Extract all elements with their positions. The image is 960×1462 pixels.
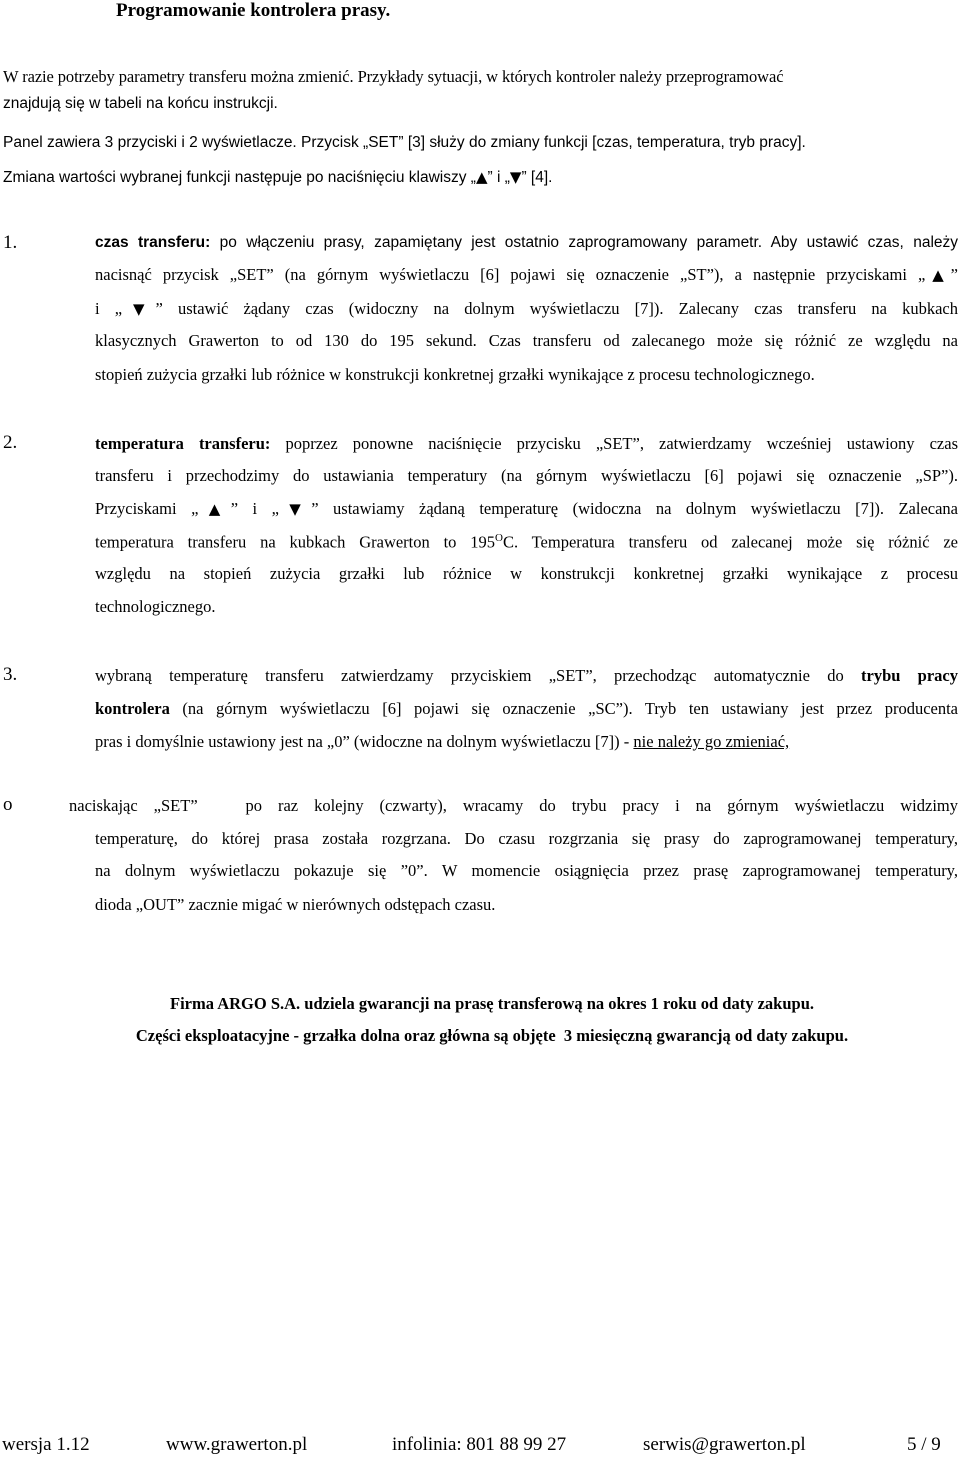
item-1-line-1-text: po włączeniu prasy, zapamiętany jest ostatnio zaprogramowany parametr. Aby ustawić czas, należy [219,234,959,251]
item-1-line-2-end: ” [950,265,958,284]
item-2-line-4-text-b: C. Temperatura transferu od zalecanej może się różnić ze [502,532,959,552]
item-3-line-1-text: wybraną temperaturę transferu zatwierdzamy przyciskiem „SET”, przechodząc automatycznie do [95,666,844,685]
item-2-line-3-text: ” ustawiamy żądaną temperaturę (widoczna na dolnym wyświetlaczu [7]). Zalecana [311,499,958,518]
item-2-line-4-text-a: temperatura transferu na kubkach Grawerton to 195 [95,532,496,552]
bullet-o: o [3,794,13,815]
intro-line-3: Panel zawiera 3 przyciski i 2 wyświetlacze. Przycisk „SET” [3] służy do zmiany funkcji [czas, temperatura, tryb pracy]. [3,134,806,151]
page-title: Programowanie kontrolera prasy. [116,0,391,21]
item-1-line-2 [95,265,958,285]
item-3-bold-controller: kontrolera [95,699,170,718]
degree-superscript: O [495,532,503,544]
arrow-up-icon: ▲ [198,500,231,518]
item-1-line-3 [95,299,958,319]
intro-line-4-text-a: Zmiana wartości wybranej funkcji następuje po naciśnięciu klawiszy „ [3,169,476,186]
item-2-line-1-text: poprzez ponowne naciśnięcie przycisku „SET”, zatwierdzamy wcześniej ustawiony czas [285,434,958,453]
item-1-heading: czas transferu: [95,234,211,251]
item-3-underline-warning: nie należy go zmieniać, [633,732,790,751]
item-2-number: 2. [3,432,18,453]
footer-version: wersja 1.12 [2,1434,90,1455]
footer-email-link[interactable]: serwis@grawerton.pl [643,1434,806,1455]
page-footer [0,1434,960,1460]
item-3-line-2 [95,699,958,719]
parts-warranty-note: Części eksploatacyjne - grzałka dolna oraz główna są objęte 3 miesięczną gwarancją od daty zakupu. [135,1026,849,1045]
arrow-up-icon: ▲ [925,266,951,284]
item-1-line-5: stopień zużycia grzałki lub różnice w konstrukcji konkretnej grzałki wynikające z procesu technologicznego. [95,365,815,384]
item-4-line-2: temperaturę, do której prasa została rozgrzana. Do czasu rozgrzania się prasy do zaprogramowanej temperatury, [95,829,958,848]
item-2-line-3-mid: ” i „ [230,499,279,518]
item-3-line-3 [95,732,789,752]
item-1-line-2-text: nacisnąć przycisk „SET” (na górnym wyświetlaczu [6] pojawi się oznaczenie „ST”), a następnie przyciskami „ [95,265,926,284]
item-2-line-5: względu na stopień zużycia grzałki lub różnice w konstrukcji konkretnej grzałki wynikające z procesu [95,564,958,583]
footer-infoline: infolinia: 801 88 99 27 [392,1434,567,1455]
item-2-line-4 [95,532,958,553]
item-3-line-2-text: (na górnym wyświetlaczu [6] pojawi się oznaczenie „SC”). Tryb ten ustawiany jest przez producenta [182,699,958,718]
item-4-line-4: dioda „OUT” zacznie migać w nierównych odstępach czasu. [95,895,496,914]
item-3-number: 3. [3,664,18,685]
item-2-line-2: transferu i przechodzimy do ustawiania temperatury (na górnym wyświetlaczu [6] pojawi się oznaczenie „SP”). [95,466,958,485]
item-1-number: 1. [3,232,18,253]
arrow-down-icon: ▼ [122,300,156,318]
warranty-note: Firma ARGO S.A. udziela gwarancji na prasę transferową na okres 1 roku od daty zakupu. [170,994,814,1013]
footer-website-link[interactable]: www.grawerton.pl [166,1434,308,1455]
intro-line-4 [3,164,552,191]
footer-page-number: 5 / 9 [907,1434,941,1455]
intro-line-4-text-c: ” [4]. [521,169,553,186]
item-1-line-1 [95,234,958,252]
arrow-down-icon: ▼ [509,168,522,186]
item-2-heading: temperatura transferu: [95,434,271,453]
item-3-line-3-text: pras i domyślnie ustawiony jest na „0” (widoczne na dolnym wyświetlaczu [7]) - [95,732,630,751]
item-1-line-3-start: i „ [95,299,123,318]
item-3-bold-mode: trybu pracy [861,666,959,685]
intro-line-2: znajdują się w tabeli na końcu instrukcji. [3,95,278,112]
item-2-line-3-start: Przyciskami „ [95,499,199,518]
item-2-line-1 [95,434,958,454]
intro-line-1: W razie potrzeby parametry transferu można zmienić. Przykłady sytuacji, w których kontroler należy przeprogramować [3,67,784,86]
item-4-line-1: naciskając „SET” po raz kolejny (czwarty), wracamy do trybu pracy i na górnym wyświetlaczu widzimy [69,796,958,815]
item-3-line-1 [95,666,958,686]
item-2-line-6: technologicznego. [95,597,216,616]
intro-line-4-text-b: ” i „ [487,169,510,186]
item-1-line-3-text: ” ustawić żądany czas (widoczny na dolnym wyświetlaczu [7]). Zalecany czas transferu na kubkach [155,299,958,318]
item-2-line-3 [95,499,958,519]
arrow-up-icon: ▲ [475,168,488,186]
item-4-line-3: na dolnym wyświetlaczu pokazuje się ”0”. W momencie osiągnięcia przez prasę zaprogramowanej temperatury, [95,861,958,880]
arrow-down-icon: ▼ [278,500,312,518]
item-1-line-4: klasycznych Grawerton to od 130 do 195 sekund. Czas transferu od zalecanego może się różnić ze względu na [95,331,958,350]
